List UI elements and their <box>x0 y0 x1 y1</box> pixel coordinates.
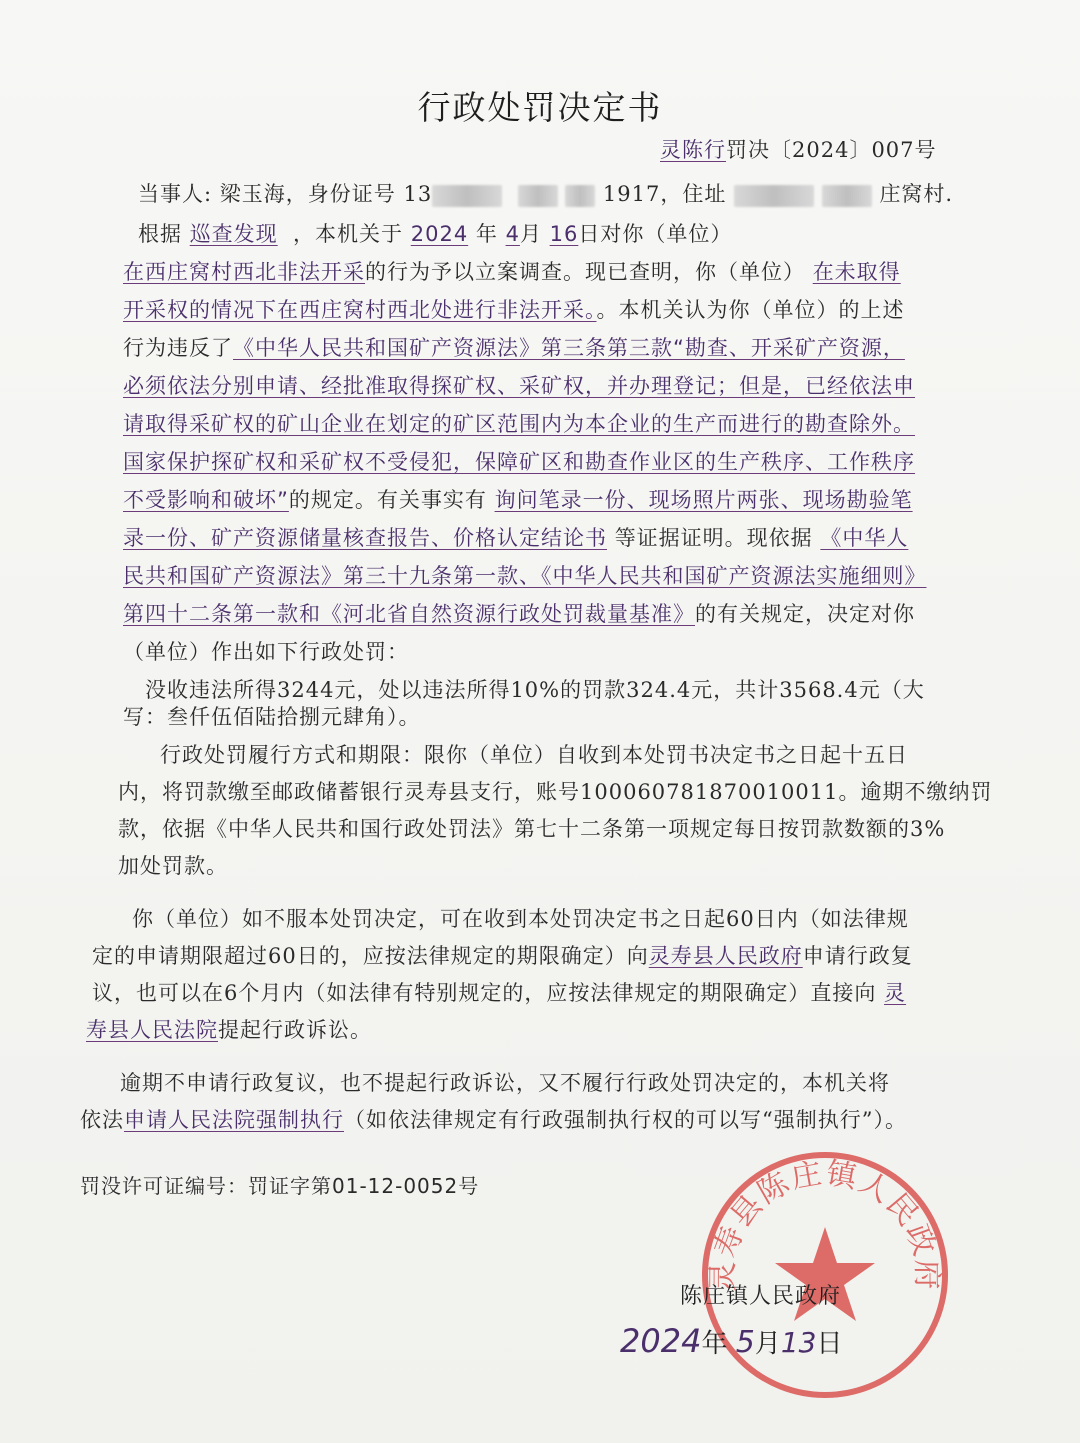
law-citation: 《中华人民共和国矿产资源法》第三条第三款“勘查、开采矿产资源， <box>233 336 905 360</box>
text: 行为违反了 <box>123 336 233 360</box>
law-citation: 第四十二条第一款和《河北省自然资源行政处罚裁量基准》 <box>123 602 695 626</box>
text: 根据 <box>138 222 182 246</box>
party-line <box>138 180 953 208</box>
date-day: 13 <box>780 1326 817 1359</box>
finding-desc: 开采权的情况下在西庄窝村西北处进行非法开采。 <box>123 298 597 322</box>
payment-line2: 内，将罚款缴至邮政储蓄银行灵寿县支行，账号100060781870010011。逾期不缴纳罚 <box>118 780 993 804</box>
text: 年 <box>475 222 498 246</box>
review-authority: 灵寿县人民政府 <box>648 944 803 968</box>
appeal-line3 <box>92 979 906 1007</box>
para1-line7: 国家保护探矿权和采矿权不受侵犯，保障矿区和勘查作业区的生产秩序、工作秩序 <box>123 450 915 474</box>
penalty-line1: 没收违法所得3244元，处以违法所得10%的罚款324.4元，共计3568.4元（大 <box>145 678 925 702</box>
text: 月 <box>754 1329 781 1359</box>
para1-line8 <box>123 486 913 514</box>
para1-line4 <box>123 334 905 362</box>
redacted-block <box>822 185 872 207</box>
enforce-line1: 逾期不申请行政复议，也不提起行政诉讼，又不履行行政处罚决定的，本机关将 <box>120 1071 890 1095</box>
year-value: 2024 <box>410 222 469 246</box>
doc-number-rest: 罚决〔2024〕007号 <box>726 138 937 162</box>
signing-org: 陈庄镇人民政府 <box>680 1284 842 1309</box>
para1-line11 <box>123 600 915 628</box>
enforcement-method: 申请人民法院强制执行 <box>124 1108 344 1132</box>
basis-value: 巡查发现 <box>189 222 278 246</box>
seal-text: 灵寿县陈庄镇人民政府 <box>705 1155 945 1292</box>
date-year: 2024 <box>620 1322 702 1360</box>
payment-line1: 行政处罚履行方式和期限：限你（单位）自收到本处罚书决定书之日起十五日 <box>160 743 908 767</box>
text: 日 <box>816 1329 843 1359</box>
para1-line10: 民共和国矿产资源法》第三十九条第一款、《中华人民共和国矿产资源法实施细则》 <box>123 564 927 588</box>
id-label: ，身份证号 <box>285 182 396 206</box>
document-title: 行政处罚决定书 <box>417 88 663 127</box>
text: 的行为予以立案调查。现已查明，你（单位） <box>365 260 805 284</box>
para1-line3 <box>123 296 905 324</box>
text: 月 <box>519 222 542 246</box>
license-number: 罚没许可证编号：罚证字第01-12-0052号 <box>80 1174 480 1198</box>
law-citation: 不受影响和破坏” <box>123 488 289 512</box>
appeal-line2 <box>92 942 913 970</box>
day-value: 16 <box>549 222 579 246</box>
text: 的有关规定，决定对你 <box>695 602 915 626</box>
para1-line12: （单位）作出如下行政处罚： <box>123 640 409 664</box>
text: 依法 <box>80 1108 124 1132</box>
appeal-line1: 你（单位）如不服本处罚决定，可在收到本处罚决定书之日起60日内（如法律规 <box>132 907 909 931</box>
date-month: 5 <box>735 1325 755 1360</box>
text: 提起行政诉讼。 <box>218 1018 372 1042</box>
text: 申请行政复 <box>802 944 913 968</box>
month-value: 4 <box>505 222 520 246</box>
party-name: 梁玉海 <box>219 182 286 206</box>
text: 定的申请期限超过60日的，应按法律规定的期限确定）向 <box>92 944 649 968</box>
payment-line4: 加处罚款。 <box>118 854 228 878</box>
appeal-line4 <box>86 1016 372 1044</box>
violation-desc: 在西庄窝村西北非法开采 <box>123 260 365 284</box>
court-name: 寿县人民法院 <box>86 1018 218 1042</box>
party-label: 当事人: <box>138 182 213 206</box>
address-label: ，住址 <box>660 182 727 206</box>
finding-desc: 在未取得 <box>812 260 901 284</box>
redacted-block <box>518 185 558 207</box>
payment-line3: 款，依据《中华人民共和国行政处罚法》第七十二条第一项规定每日按罚款数额的3% <box>118 817 946 841</box>
address-tail: 庄窝村. <box>879 182 954 206</box>
redacted-block <box>734 185 814 207</box>
evidence-list: 录一份、矿产资源储量核查报告、价格认定结论书 <box>123 526 607 550</box>
id-prefix: 13 <box>403 182 433 206</box>
redacted-block <box>432 185 502 207</box>
para1-line6: 请取得采矿权的矿山企业在划定的矿区范围内为本企业的生产而进行的勘查除外。 <box>123 412 915 436</box>
text: 的规定。有关事实有 <box>288 488 487 512</box>
official-seal <box>695 1145 955 1405</box>
law-citation: 《中华人 <box>820 526 909 550</box>
text: 年 <box>701 1329 728 1359</box>
redacted-block <box>565 185 595 207</box>
evidence-list: 询问笔录一份、现场照片两张、现场勘验笔 <box>494 488 913 512</box>
court-name: 灵 <box>884 981 907 1005</box>
text: 日对你（单位） <box>578 222 733 246</box>
enforce-line2 <box>80 1106 907 1134</box>
para1-line9 <box>123 524 908 552</box>
text: 议，也可以在6个月内（如法律有特别规定的，应按法律规定的期限确定）直接向 <box>92 981 877 1005</box>
para1-line2 <box>123 258 901 286</box>
signing-date <box>620 1322 842 1360</box>
document-number <box>660 136 937 164</box>
para1-line5: 必须依法分别申请、经批准取得探矿权、采矿权，并办理登记；但是，已经依法申 <box>123 374 915 398</box>
doc-number-org: 灵陈行 <box>660 138 726 162</box>
text: （如依法律规定有行政强制执行权的可以写“强制执行”）。 <box>344 1108 907 1132</box>
text: 等证据证明。现依据 <box>614 526 813 550</box>
para1-line1 <box>138 220 732 248</box>
penalty-line2: 写：叁仟伍佰陆拾捌元肆角）。 <box>123 705 421 729</box>
text: 。本机关认为你（单位）的上述 <box>596 298 905 322</box>
text: ，本机关于 <box>293 222 404 246</box>
id-suffix: 1917 <box>602 182 661 206</box>
